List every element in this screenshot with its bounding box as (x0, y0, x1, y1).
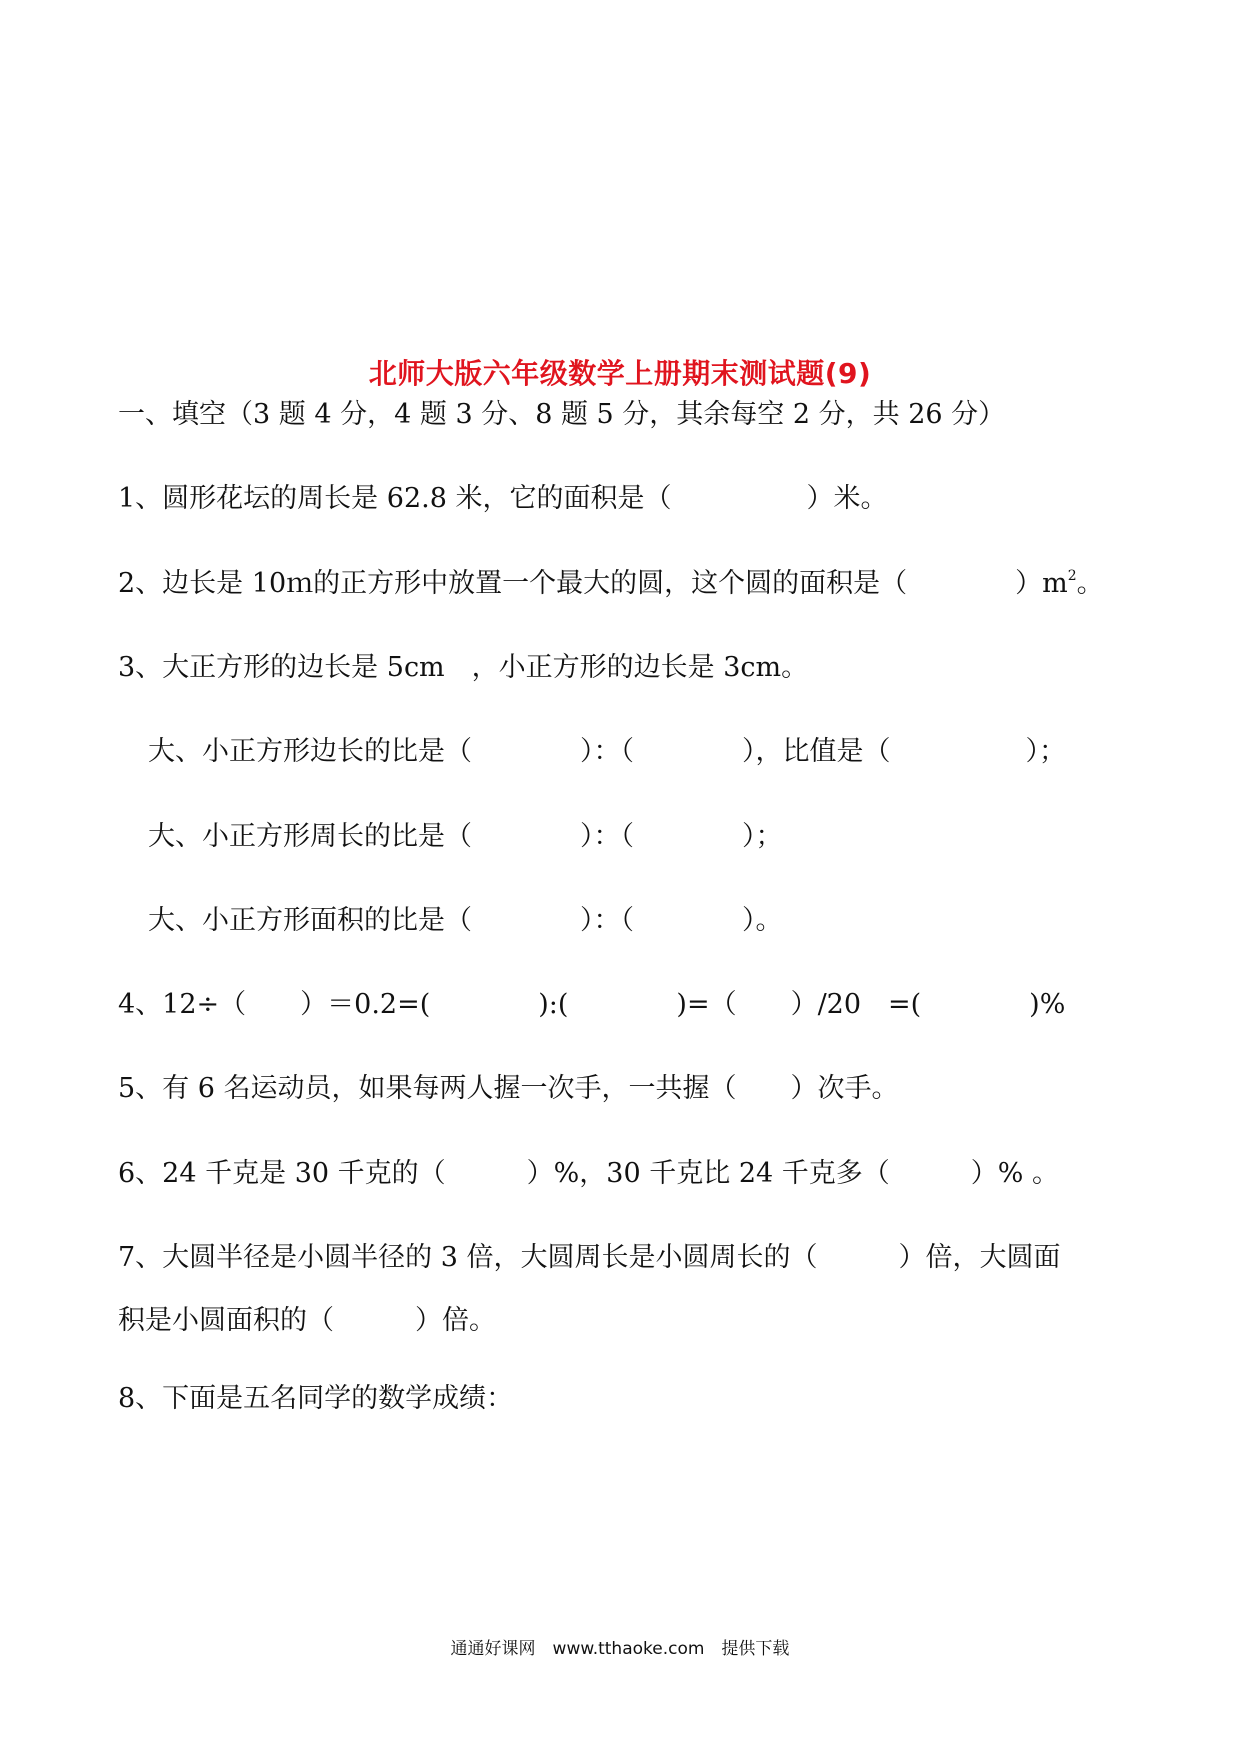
question-3-part-c: 大、小正方形面积的比是（ ）：（ ）。 (148, 905, 783, 936)
question-2 (118, 567, 1104, 601)
question-2-end: 。 (1076, 568, 1104, 599)
question-3-part-a: 大、小正方形边长的比是（ ）：（ ），比值是（ ）； (148, 736, 1066, 767)
question-3: 3、大正方形的边长是 5cm ，小正方形的边长是 3cm。 (118, 652, 809, 683)
question-7-line-1: 7、大圆半径是小圆半径的 3 倍，大圆周长是小圆周长的（ ）倍，大圆面 (118, 1242, 1061, 1273)
question-8: 8、下面是五名同学的数学成绩： (118, 1383, 514, 1414)
section-heading: 一、填空（3 题 4 分，4 题 3 分、8 题 5 分，其余每空 2 分，共 26 分） (118, 399, 1006, 430)
question-6: 6、24 千克是 30 千克的（ ）%，30 千克比 24 千克多（ ）% 。 (118, 1158, 1059, 1189)
footer-credit: 通通好课网 www.tthaoke.com 提供下载 (450, 1639, 790, 1659)
question-2-text: 2、边长是 10ｍ的正方形中放置一个最大的圆，这个圆的面积是（ ）m (118, 568, 1068, 599)
question-5: 5、有 6 名运动员，如果每两人握一次手，一共握（ ）次手。 (118, 1073, 899, 1104)
question-4: 4、12÷（ ）＝0.2=( ):( )=（ ）/20 =( )% (118, 989, 1066, 1020)
question-3-part-b: 大、小正方形周长的比是（ ）：（ ）； (148, 821, 783, 852)
question-7-line-2: 积是小圆面积的（ ）倍。 (118, 1305, 496, 1336)
question-1: 1、圆形花坛的周长是 62.8 米，它的面积是（ ）米。 (118, 483, 888, 514)
page-title: 北师大版六年级数学上册期末测试题(9) (368, 357, 872, 390)
question-2-superscript: 2 (1067, 568, 1077, 584)
